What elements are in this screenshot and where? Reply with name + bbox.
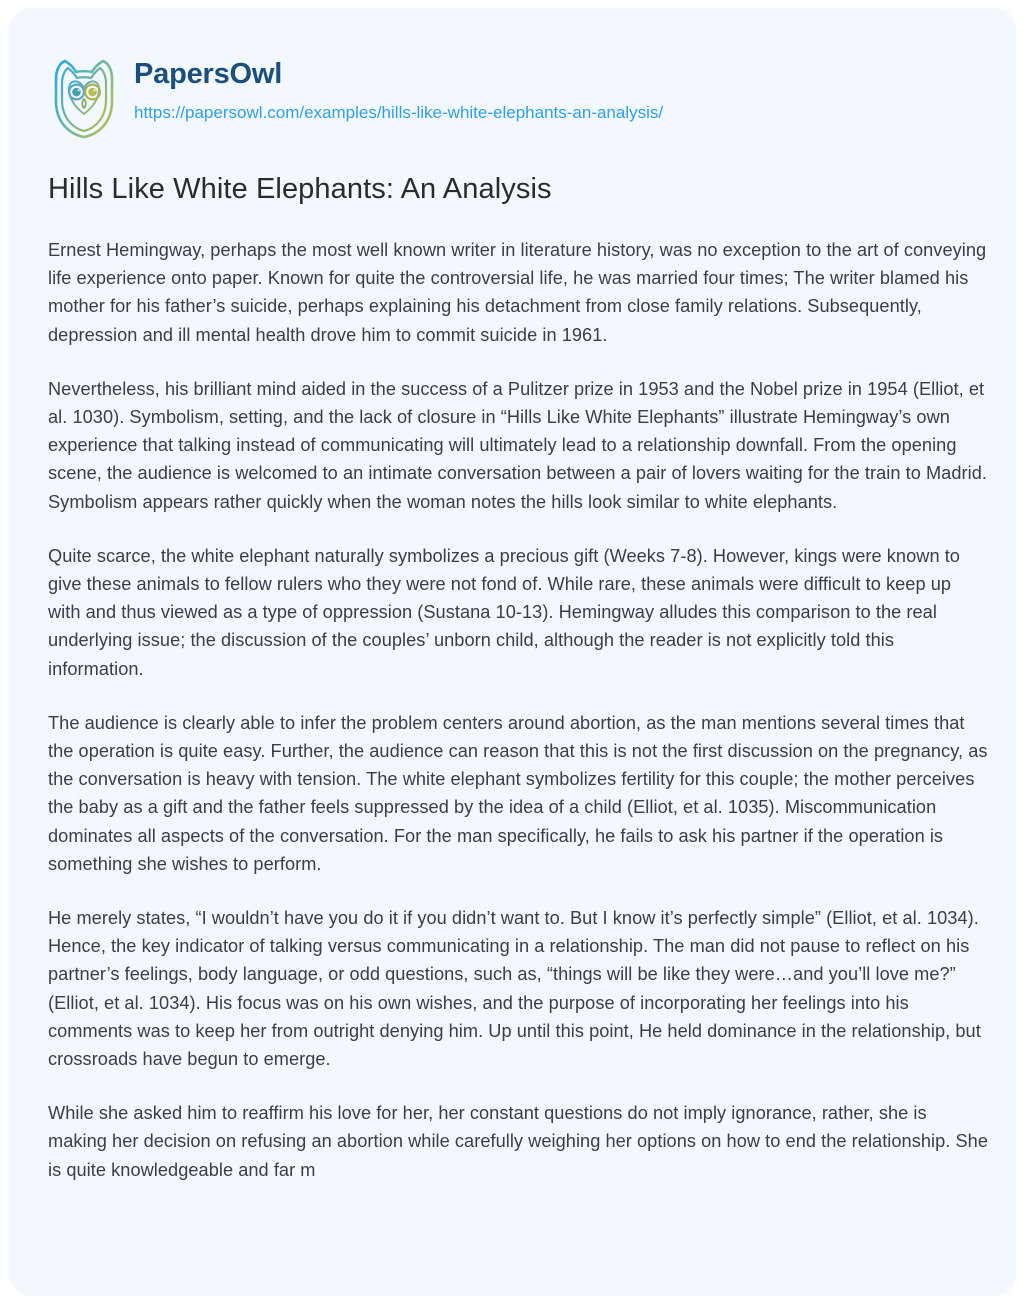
site-header — [48, 55, 663, 141]
paragraph-5: He merely states, “I wouldn’t have you do it if you didn’t want to. But I know it’s perfectly simple” (Elliot, et al. 1034). Hence, the key indicator of talking versus communicating in a relationship. The man did not pause to reflect on his partner’s feelings, body language, or odd questions, such as, “things will be like they were…and you’ll love me?” (Elliot, et al. 1034). His focus was on his own wishes, and the purpose of incorporating her feelings into his comments was to keep her from outright denying him. Up until this point, He held dominance in the relationship, but crossroads have begun to emerge. — [48, 908, 981, 1070]
brand-block — [134, 55, 663, 123]
owl-logo-icon — [48, 55, 120, 141]
brand-name: PapersOwl — [134, 58, 283, 90]
page-title: Hills Like White Elephants: An Analysis — [48, 173, 552, 205]
paragraph-4: The audience is clearly able to infer the problem centers around abortion, as the man mentions several times that the operation is quite easy. Further, the audience can reason that this is not the first discussion on the pregnancy, as the conversation is heavy with tension. The white elephant symbolizes fertility for this couple; the mother perceives the baby as a gift and the father feels suppressed by the idea of a child (Elliot, et al. 1035). Miscommunication dominates all aspects of the conversation. For the man specifically, he fails to ask his partner if the operation is something she wishes to perform. — [48, 712, 988, 874]
paragraph-2: Nevertheless, his brilliant mind aided in the success of a Pulitzer prize in 1953 and the Nobel prize in 1954 (Elliot, et al. 1030). Symbolism, setting, and the lack of closure in “Hills Like White Elephants” illustrate Hemingway’s own experience that talking instead of communicating will ultimately lead to a relationship downfall. From the opening scene, the audience is welcomed to an intimate conversation between a pair of lovers waiting for the train to Madrid. Symbolism appears rather quickly when the woman notes the hills look similar to white elephants. — [48, 378, 987, 512]
article-body — [48, 236, 988, 1184]
paragraph-3: Quite scarce, the white elephant naturally symbolizes a precious gift (Weeks 7-8). However, kings were known to give these animals to fellow rulers who they were not fond of. While rare, these animals were difficult to keep up with and thus viewed as a type of oppression (Sustana 10-13). Hemingway alludes this comparison to the real underlying issue; the discussion of the couples’ unborn child, although the reader is not explicitly told this information. — [48, 545, 960, 679]
source-url-link[interactable]: https://papersowl.com/examples/hills-like-white-elephants-an-analysis/ — [134, 102, 664, 122]
paragraph-6: While she asked him to reaffirm his love for her, her constant questions do not imply ignorance, rather, she is making her decision on refusing an abortion while carefully weighing her options on how to end the relationship. She is quite knowledgeable and far m — [48, 1103, 989, 1180]
paragraph-1: Ernest Hemingway, perhaps the most well known writer in literature history, was no exception to the art of conveying life experience onto paper. Known for quite the controversial life, he was married four times; The writer blamed his mother for his father’s suicide, perhaps explaining his detachment from close family relations. Subsequently, depression and ill mental health drove him to commit suicide in 1961. — [48, 240, 987, 345]
essay-card — [9, 8, 1016, 1296]
